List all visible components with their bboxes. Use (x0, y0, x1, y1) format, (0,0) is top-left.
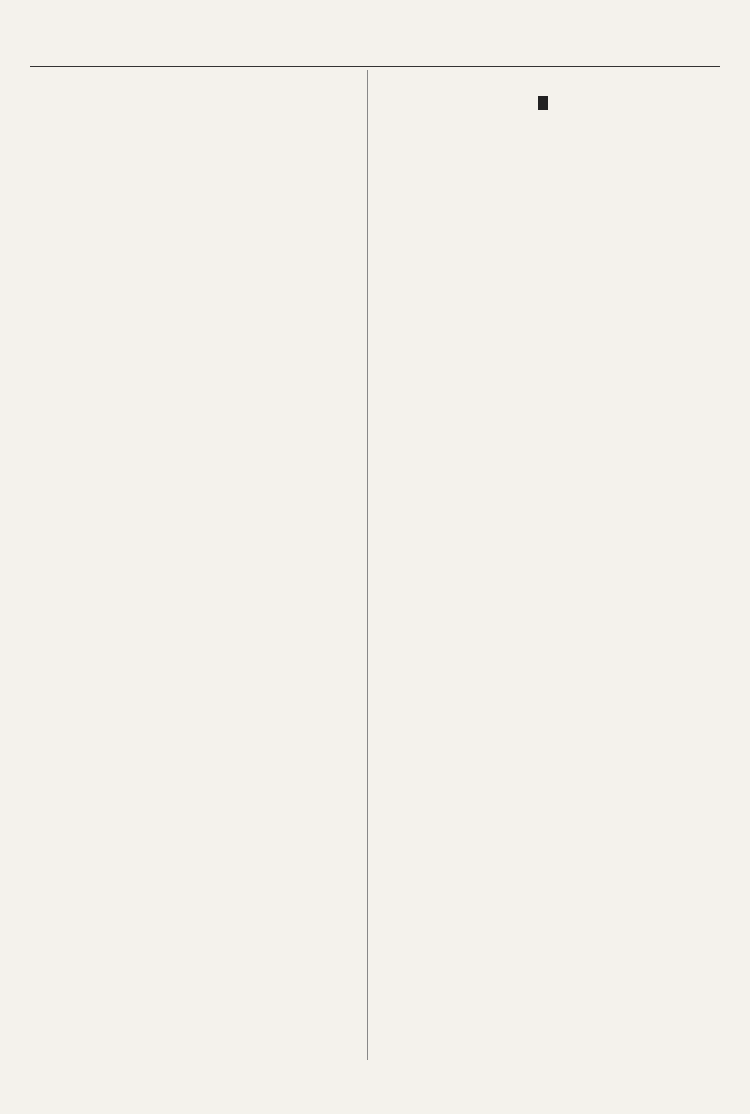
right-column (378, 68, 712, 122)
unit-bar-icon (538, 96, 548, 110)
column-divider (367, 70, 368, 1060)
left-column (38, 68, 356, 72)
unit-title (378, 94, 712, 116)
page-header (30, 40, 720, 67)
